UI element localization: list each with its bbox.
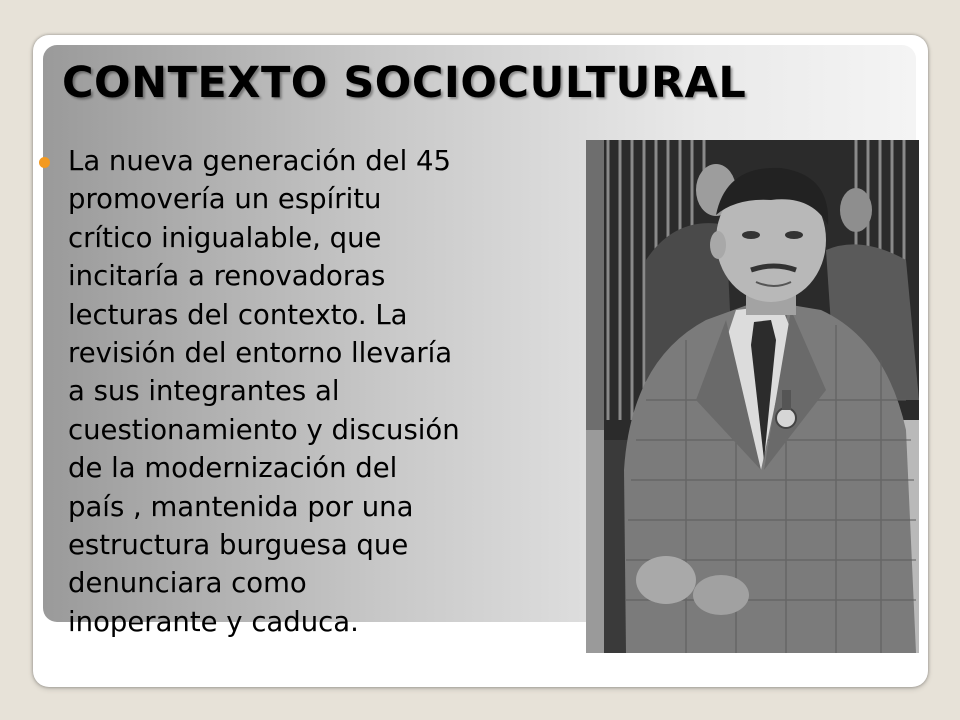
bullet-line: revisión del entorno llevaría: [68, 337, 453, 370]
bullet-line: inoperante y caduca.: [68, 605, 359, 638]
bullet-line: crítico inigualable, que: [68, 221, 382, 254]
bullet-line: denunciara como: [68, 567, 307, 600]
bullet-line: promovería un espíritu: [68, 183, 382, 216]
slide-title: CONTEXTO SOCIOCULTURAL: [62, 58, 747, 108]
bullet-line: a sus integrantes al: [68, 375, 340, 408]
bullet-icon: [39, 157, 50, 168]
portrait-photo-icon: [586, 140, 919, 653]
bullet-line: incitaría a renovadoras: [68, 260, 386, 293]
bullet-line: cuestionamiento y discusión: [68, 413, 460, 446]
bullet-line: país , mantenida por una: [68, 490, 414, 523]
bullet-line: de la modernización del: [68, 452, 398, 485]
bullet-line: lecturas del contexto. La: [68, 298, 408, 331]
bullet-line: La nueva generación del 45: [68, 145, 451, 177]
portrait-photo: [586, 140, 919, 653]
bullet-text: [68, 142, 583, 641]
bullet-line: estructura burguesa que: [68, 529, 409, 562]
